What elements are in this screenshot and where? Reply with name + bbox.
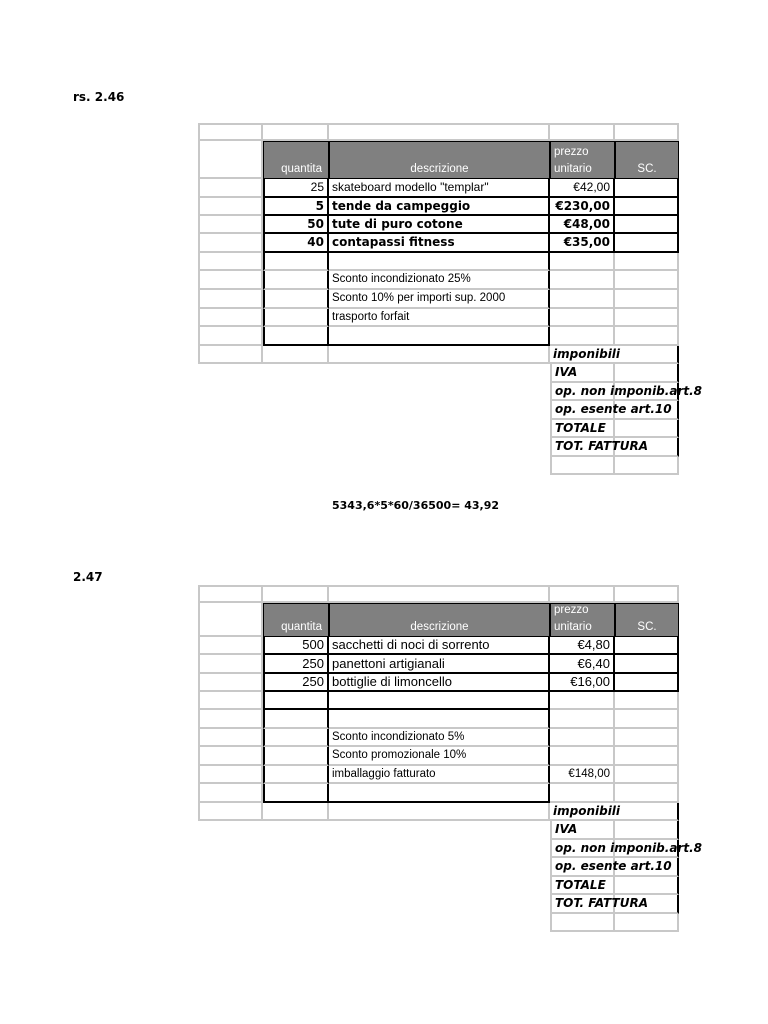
total-label: TOTALE [550, 420, 615, 438]
header-description [329, 603, 550, 637]
empty-cell [615, 692, 679, 710]
empty-cell [615, 457, 679, 475]
empty-cell [198, 123, 263, 141]
header-quantity-label: quantita [281, 163, 322, 175]
total-value [615, 821, 679, 840]
empty-cell [198, 253, 263, 271]
empty-cell [615, 123, 679, 141]
empty-cell [550, 710, 615, 729]
empty-cell [615, 710, 679, 729]
header-price-line2: unitario [554, 621, 592, 633]
empty-cell [198, 309, 263, 327]
header-description-label: descrizione [410, 621, 469, 633]
header-discount-label: SC. [637, 163, 657, 175]
empty-cell [550, 457, 615, 475]
item-unit-price: €35,00 [550, 234, 615, 253]
item-unit-price: €16,00 [550, 674, 615, 692]
empty-cell [198, 637, 263, 655]
empty-cell [263, 309, 329, 327]
exercise-label-247: 2.47 [73, 570, 103, 584]
total-label: imponibili [550, 346, 679, 364]
item-quantity: 50 [263, 216, 329, 234]
item-quantity: 250 [263, 674, 329, 692]
empty-cell [550, 585, 615, 603]
note-value [550, 271, 615, 290]
empty-cell [198, 346, 263, 364]
empty-cell [198, 234, 263, 253]
total-label: IVA [550, 364, 615, 383]
item-unit-price: €6,40 [550, 655, 615, 674]
empty-cell [615, 309, 679, 327]
total-label: TOTALE [550, 877, 615, 895]
header-price-line1: prezzo [554, 146, 589, 158]
empty-cell [329, 253, 550, 271]
header-price-line1: prezzo [554, 604, 589, 616]
empty-cell [263, 729, 329, 747]
note-value [550, 290, 615, 309]
empty-cell [198, 198, 263, 216]
total-value [615, 364, 679, 383]
empty-cell [263, 747, 329, 766]
item-description: tende da campeggio [329, 198, 550, 216]
empty-cell [615, 253, 679, 271]
item-description: bottiglie di limoncello [329, 674, 550, 692]
note-description: Sconto promozionale 10% [329, 747, 550, 766]
item-description: panettoni artigianali [329, 655, 550, 674]
header-discount-label: SC. [637, 621, 657, 633]
empty-cell [615, 729, 679, 747]
header-price-line2: unitario [554, 163, 592, 175]
total-label: IVA [550, 821, 615, 840]
empty-cell [263, 346, 329, 364]
header-quantity [263, 603, 329, 637]
empty-cell [198, 216, 263, 234]
empty-cell [198, 784, 263, 803]
item-quantity: 5 [263, 198, 329, 216]
item-description: contapassi fitness [329, 234, 550, 253]
total-value [615, 438, 679, 457]
note-value [550, 309, 615, 327]
empty-cell [198, 674, 263, 692]
total-label: TOT. FATTURA [550, 895, 615, 914]
item-unit-price: €42,00 [550, 179, 615, 198]
empty-cell [198, 585, 263, 603]
empty-cell [329, 123, 550, 141]
empty-cell [198, 803, 263, 821]
empty-cell [615, 914, 679, 932]
note-description: Sconto 10% per importi sup. 2000 [329, 290, 550, 309]
empty-cell [615, 585, 679, 603]
empty-cell [615, 747, 679, 766]
note-value [550, 747, 615, 766]
empty-cell [198, 271, 263, 290]
item-discount [615, 216, 679, 234]
header-unit-price [550, 141, 615, 179]
item-unit-price: €4,80 [550, 637, 615, 655]
exercise-label-246: rs. 2.46 [73, 90, 125, 104]
header-discount [615, 141, 679, 179]
empty-cell [263, 123, 329, 141]
empty-cell [263, 803, 329, 821]
empty-cell [615, 327, 679, 346]
empty-cell [329, 710, 550, 729]
total-value [615, 858, 679, 877]
empty-cell [198, 710, 263, 729]
total-label: imponibili [550, 803, 679, 821]
item-quantity: 250 [263, 655, 329, 674]
note-description: trasporto forfait [329, 309, 550, 327]
item-discount [615, 637, 679, 655]
item-description: skateboard modello "templar" [329, 179, 550, 198]
empty-cell [198, 290, 263, 309]
total-value [615, 420, 679, 438]
item-discount [615, 198, 679, 216]
total-label: op. non imponib.art.8 [550, 383, 615, 401]
item-description: tute di puro cotone [329, 216, 550, 234]
header-description-label: descrizione [410, 163, 469, 175]
empty-cell [263, 692, 329, 710]
empty-cell [198, 729, 263, 747]
empty-cell [263, 271, 329, 290]
item-discount [615, 179, 679, 198]
item-quantity: 500 [263, 637, 329, 655]
empty-cell [263, 585, 329, 603]
note-value [550, 729, 615, 747]
empty-cell [198, 179, 263, 198]
empty-cell [329, 585, 550, 603]
empty-cell [329, 803, 550, 821]
empty-cell [329, 784, 550, 803]
item-unit-price: €48,00 [550, 216, 615, 234]
note-description: Sconto incondizionato 5% [329, 729, 550, 747]
total-value [615, 840, 679, 858]
empty-cell [198, 141, 263, 179]
empty-cell [550, 327, 615, 346]
total-label: op. non imponib.art.8 [550, 840, 615, 858]
total-value [615, 383, 679, 401]
note-description: Sconto incondizionato 25% [329, 271, 550, 290]
note-value: €148,00 [550, 766, 615, 784]
empty-cell [263, 253, 329, 271]
item-discount [615, 234, 679, 253]
note-description: imballaggio fatturato [329, 766, 550, 784]
total-label: op. esente art.10 [550, 401, 615, 420]
item-discount [615, 655, 679, 674]
empty-cell [615, 766, 679, 784]
empty-cell [329, 692, 550, 710]
total-label: TOT. FATTURA [550, 438, 615, 457]
interest-formula: 5343,6*5*60/36500= 43,92 [332, 499, 500, 512]
empty-cell [263, 766, 329, 784]
empty-cell [615, 784, 679, 803]
item-discount [615, 674, 679, 692]
empty-cell [550, 914, 615, 932]
empty-cell [198, 655, 263, 674]
item-unit-price: €230,00 [550, 198, 615, 216]
empty-cell [615, 290, 679, 309]
total-value [615, 895, 679, 914]
empty-cell [263, 290, 329, 309]
item-quantity: 40 [263, 234, 329, 253]
total-label: op. esente art.10 [550, 858, 615, 877]
empty-cell [550, 784, 615, 803]
item-description: sacchetti di noci di sorrento [329, 637, 550, 655]
empty-cell [550, 253, 615, 271]
total-value [615, 401, 679, 420]
empty-cell [550, 692, 615, 710]
empty-cell [329, 346, 550, 364]
empty-cell [198, 766, 263, 784]
header-unit-price [550, 603, 615, 637]
empty-cell [550, 123, 615, 141]
item-quantity: 25 [263, 179, 329, 198]
empty-cell [329, 327, 550, 346]
header-quantity-label: quantita [281, 621, 322, 633]
empty-cell [198, 747, 263, 766]
empty-cell [198, 327, 263, 346]
empty-cell [615, 271, 679, 290]
empty-cell [263, 327, 329, 346]
empty-cell [198, 692, 263, 710]
header-quantity [263, 141, 329, 179]
header-discount [615, 603, 679, 637]
empty-cell [198, 603, 263, 637]
empty-cell [263, 710, 329, 729]
total-value [615, 877, 679, 895]
header-description [329, 141, 550, 179]
empty-cell [263, 784, 329, 803]
